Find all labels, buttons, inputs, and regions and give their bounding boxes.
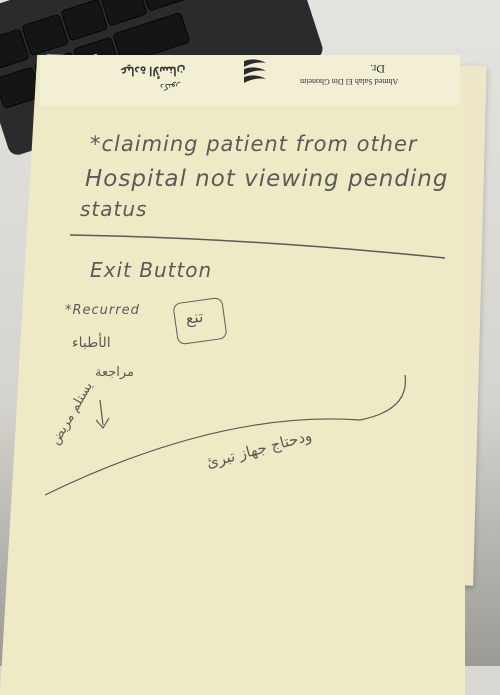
note-arabic-line-2: مراجعة [95,365,135,380]
note-line-4: Exit Button [90,258,213,282]
note-arabic-bottom: ودحتاج جهاز تبرئ [204,426,314,472]
note-line-2: Hospital not viewing pending [85,166,449,192]
boxed-note-text: تنع [184,306,205,328]
bottom-curve [45,375,405,495]
note-arabic-side: يستلم مريض [48,379,96,448]
header-english-title: Dr. [370,62,385,76]
header-arabic-subtitle: دكتور [160,82,181,92]
note-line-3: status [80,197,148,221]
note-line-1: *claiming patient from other [90,132,418,156]
note-line-5: *Recurred [65,303,140,318]
divider-line [70,235,445,258]
note-arabic-line-1: الأطباء [72,335,111,351]
boxed-note [172,297,227,346]
arrow-down-icon [96,400,109,428]
header-arabic-title: عيادة الأسنان [120,64,186,78]
header-english-name: Ahmed Salah El Din Ghoneim [300,77,399,86]
